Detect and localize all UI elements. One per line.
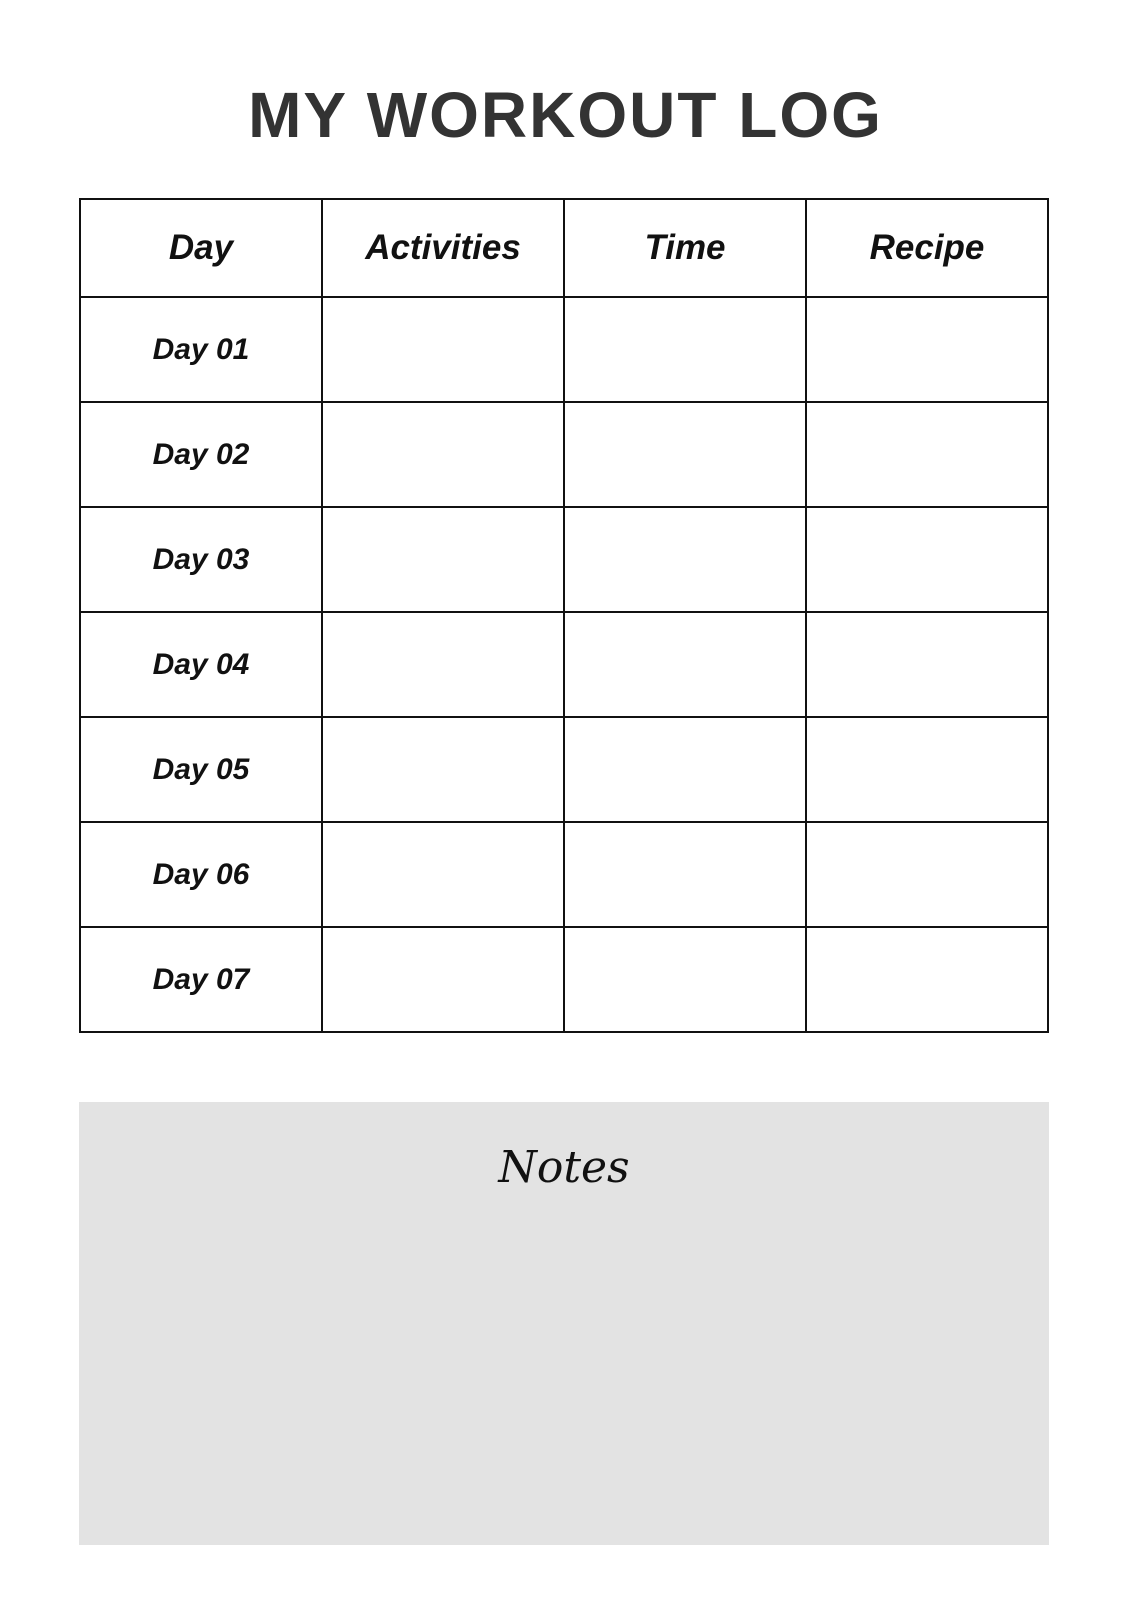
day-label: Day 04 (80, 612, 322, 717)
table-row (80, 507, 1048, 612)
table-row (80, 402, 1048, 507)
notes-box[interactable] (79, 1102, 1049, 1545)
header-time: Time (564, 199, 806, 297)
table-row (80, 297, 1048, 402)
time-cell[interactable] (564, 927, 806, 1032)
table-row (80, 822, 1048, 927)
time-cell[interactable] (564, 507, 806, 612)
day-label: Day 03 (80, 507, 322, 612)
header-day: Day (80, 199, 322, 297)
activities-cell[interactable] (322, 402, 564, 507)
recipe-cell[interactable] (806, 402, 1048, 507)
day-label: Day 01 (80, 297, 322, 402)
table-row (80, 612, 1048, 717)
day-label: Day 07 (80, 927, 322, 1032)
day-label: Day 05 (80, 717, 322, 822)
day-label: Day 02 (80, 402, 322, 507)
recipe-cell[interactable] (806, 612, 1048, 717)
time-cell[interactable] (564, 717, 806, 822)
recipe-cell[interactable] (806, 822, 1048, 927)
page-title: MY WORKOUT LOG (248, 79, 883, 151)
table-header-row (80, 199, 1048, 297)
header-recipe: Recipe (806, 199, 1048, 297)
time-cell[interactable] (564, 822, 806, 927)
workout-log-table (79, 198, 1049, 1033)
activities-cell[interactable] (322, 717, 564, 822)
activities-cell[interactable] (322, 822, 564, 927)
recipe-cell[interactable] (806, 507, 1048, 612)
activities-cell[interactable] (322, 297, 564, 402)
day-label: Day 06 (80, 822, 322, 927)
table-row (80, 927, 1048, 1032)
recipe-cell[interactable] (806, 717, 1048, 822)
activities-cell[interactable] (322, 927, 564, 1032)
header-activities: Activities (322, 199, 564, 297)
time-cell[interactable] (564, 612, 806, 717)
activities-cell[interactable] (322, 612, 564, 717)
time-cell[interactable] (564, 297, 806, 402)
recipe-cell[interactable] (806, 927, 1048, 1032)
recipe-cell[interactable] (806, 297, 1048, 402)
time-cell[interactable] (564, 402, 806, 507)
notes-title: Notes (498, 1142, 630, 1193)
activities-cell[interactable] (322, 507, 564, 612)
table-row (80, 717, 1048, 822)
